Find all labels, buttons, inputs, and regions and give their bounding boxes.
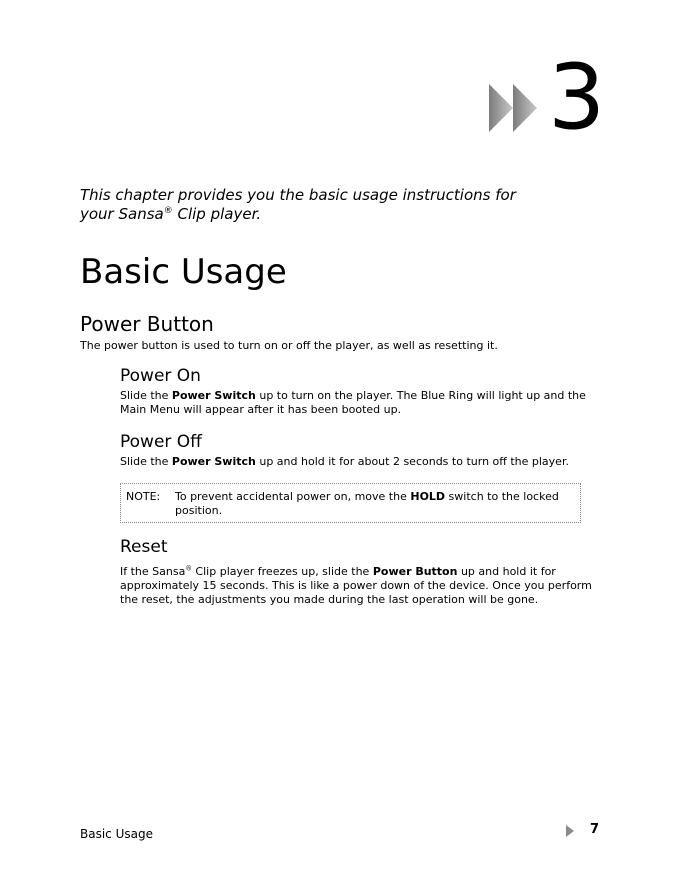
subsection-title-reset: Reset: [120, 537, 168, 557]
chapter-arrows-icon: [489, 84, 541, 132]
subsection-title-power-on: Power On: [120, 366, 201, 386]
note-box: [120, 483, 581, 523]
power-on-description: Slide the Power Switch up to turn on the player. The Blue Ring will light up and the Main Menu will appear after it has been booted up.: [120, 389, 586, 416]
note-label: NOTE:: [126, 490, 161, 503]
reset-description: If the Sansa® Clip player freezes up, slide the Power Button up and hold it for approximately 15 seconds. This is like a power down of the device. Once you perform the reset, the adjustments you made during the last operation will be gone.: [120, 564, 592, 606]
note-text: To prevent accidental power on, move the HOLD switch to the locked position.: [175, 490, 559, 517]
subsection-title-power-off: Power Off: [120, 432, 202, 452]
page-number: 7: [590, 822, 600, 837]
page-title: Basic Usage: [80, 252, 287, 292]
footer-arrow-icon: [566, 825, 574, 837]
chapter-number: 3: [548, 45, 606, 150]
footer-title: Basic Usage: [80, 827, 153, 841]
section-title-power-button: Power Button: [80, 312, 214, 336]
power-button-description: The power button is used to turn on or off the player, as well as resetting it.: [80, 339, 498, 352]
chapter-intro: This chapter provides you the basic usage instructions for your Sansa® Clip player.: [80, 186, 516, 223]
power-off-description: Slide the Power Switch up and hold it for about 2 seconds to turn off the player.: [120, 455, 569, 468]
